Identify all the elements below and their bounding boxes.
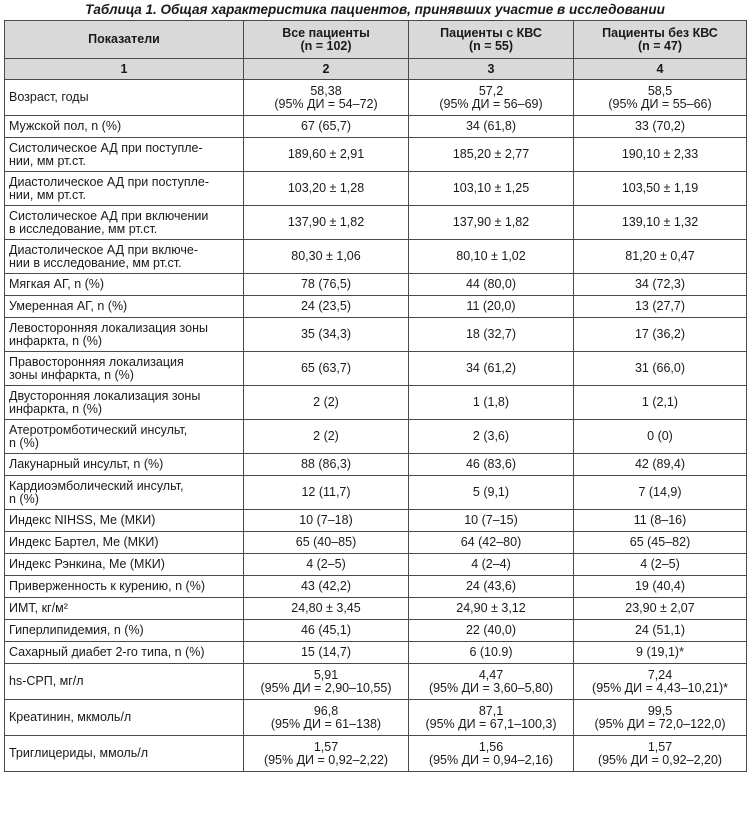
cell-value: 15 (14,7) [244,642,409,664]
cell-value: 87,1 (95% ДИ = 67,1–100,3) [409,700,574,736]
cell-value: 24,80 ± 3,45 [244,598,409,620]
cell-value: 4,47 (95% ДИ = 3,60–5,80) [409,664,574,700]
cell-value: 43 (42,2) [244,576,409,598]
cell-value: 1,56 (95% ДИ = 0,94–2,16) [409,736,574,772]
cell-value: 1 (2,1) [574,386,747,420]
cell-value: 137,90 ± 1,82 [244,206,409,240]
cell-value: 103,20 ± 1,28 [244,172,409,206]
column-number: 2 [244,59,409,80]
row-label: Двусторонняя локализация зоны инфаркта, n (%) [5,386,244,420]
cell-value: 78 (76,5) [244,274,409,296]
table-row [5,554,747,576]
patient-characteristics-table [4,20,747,772]
cell-value: 4 (2–5) [574,554,747,576]
row-label: Умеренная АГ, n (%) [5,296,244,318]
cell-value: 1 (1,8) [409,386,574,420]
cell-value: 57,2 (95% ДИ = 56–69) [409,80,574,116]
cell-value: 2 (2) [244,420,409,454]
row-label: Сахарный диабет 2-го типа, n (%) [5,642,244,664]
table-row [5,598,747,620]
table-row [5,138,747,172]
table-row [5,700,747,736]
cell-value: 103,50 ± 1,19 [574,172,747,206]
cell-value: 33 (70,2) [574,116,747,138]
cell-value: 137,90 ± 1,82 [409,206,574,240]
row-label: Диастолическое АД при поступле- нии, мм рт.ст. [5,172,244,206]
cell-value: 7,24 (95% ДИ = 4,43–10,21)* [574,664,747,700]
row-label: Атеротромботический инсульт, n (%) [5,420,244,454]
table-row [5,736,747,772]
header-with-kvs: Пациенты с КВС (n = 55) [409,21,574,59]
row-label: Кардиоэмболический инсульт, n (%) [5,476,244,510]
cell-value: 1,57 (95% ДИ = 0,92–2,22) [244,736,409,772]
row-label: Индекс Рэнкина, Me (МКИ) [5,554,244,576]
row-label: Гиперлипидемия, n (%) [5,620,244,642]
cell-value: 103,10 ± 1,25 [409,172,574,206]
cell-value: 22 (40,0) [409,620,574,642]
table-row [5,386,747,420]
table-row [5,240,747,274]
cell-value: 4 (2–5) [244,554,409,576]
row-label: Систолическое АД при поступле- нии, мм рт.ст. [5,138,244,172]
table-row [5,172,747,206]
column-number: 3 [409,59,574,80]
row-label: Правосторонняя локализация зоны инфаркта, n (%) [5,352,244,386]
table-row [5,274,747,296]
table-row [5,454,747,476]
table-row [5,420,747,454]
row-label: Левосторонняя локализация зоны инфаркта, n (%) [5,318,244,352]
row-label: Приверженность к курению, n (%) [5,576,244,598]
row-label: Мягкая АГ, n (%) [5,274,244,296]
table-row [5,116,747,138]
table-caption: Таблица 1. Общая характеристика пациентов, принявших участие в исследовании [85,2,665,17]
table-row [5,642,747,664]
cell-value: 65 (40–85) [244,532,409,554]
cell-value: 23,90 ± 2,07 [574,598,747,620]
row-label: Диастолическое АД при включе- нии в исследование, мм рт.ст. [5,240,244,274]
cell-value: 19 (40,4) [574,576,747,598]
table-row [5,510,747,532]
cell-value: 34 (61,8) [409,116,574,138]
cell-value: 139,10 ± 1,32 [574,206,747,240]
cell-value: 31 (66,0) [574,352,747,386]
cell-value: 17 (36,2) [574,318,747,352]
table-row [5,206,747,240]
cell-value: 5,91 (95% ДИ = 2,90–10,55) [244,664,409,700]
table-row [5,296,747,318]
cell-value: 11 (20,0) [409,296,574,318]
row-label: Мужской пол, n (%) [5,116,244,138]
table-row [5,80,747,116]
row-label: ИМТ, кг/м² [5,598,244,620]
cell-value: 42 (89,4) [574,454,747,476]
cell-value: 7 (14,9) [574,476,747,510]
column-number-row [5,59,747,80]
row-label: Систолическое АД при включении в исследование, мм рт.ст. [5,206,244,240]
cell-value: 4 (2–4) [409,554,574,576]
row-label: Креатинин, мкмоль/л [5,700,244,736]
row-label: hs-СРП, мг/л [5,664,244,700]
cell-value: 190,10 ± 2,33 [574,138,747,172]
table-row [5,532,747,554]
cell-value: 13 (27,7) [574,296,747,318]
cell-value: 1,57 (95% ДИ = 0,92–2,20) [574,736,747,772]
cell-value: 5 (9,1) [409,476,574,510]
cell-value: 35 (34,3) [244,318,409,352]
cell-value: 58,38 (95% ДИ = 54–72) [244,80,409,116]
cell-value: 24 (51,1) [574,620,747,642]
cell-value: 185,20 ± 2,77 [409,138,574,172]
column-number: 4 [574,59,747,80]
cell-value: 24 (43,6) [409,576,574,598]
cell-value: 9 (19,1)* [574,642,747,664]
row-label: Возраст, годы [5,80,244,116]
cell-value: 67 (65,7) [244,116,409,138]
cell-value: 64 (42–80) [409,532,574,554]
cell-value: 99,5 (95% ДИ = 72,0–122,0) [574,700,747,736]
cell-value: 24 (23,5) [244,296,409,318]
cell-value: 65 (45–82) [574,532,747,554]
cell-value: 46 (83,6) [409,454,574,476]
cell-value: 10 (7–18) [244,510,409,532]
cell-value: 24,90 ± 3,12 [409,598,574,620]
table-row [5,620,747,642]
column-number: 1 [5,59,244,80]
table-row [5,664,747,700]
cell-value: 80,10 ± 1,02 [409,240,574,274]
header-row [5,21,747,59]
cell-value: 18 (32,7) [409,318,574,352]
cell-value: 34 (61,2) [409,352,574,386]
cell-value: 58,5 (95% ДИ = 55–66) [574,80,747,116]
row-label: Лакунарный инсульт, n (%) [5,454,244,476]
cell-value: 2 (3,6) [409,420,574,454]
cell-value: 2 (2) [244,386,409,420]
header-without-kvs: Пациенты без КВС (n = 47) [574,21,747,59]
cell-value: 11 (8–16) [574,510,747,532]
cell-value: 80,30 ± 1,06 [244,240,409,274]
table-row [5,476,747,510]
cell-value: 12 (11,7) [244,476,409,510]
cell-value: 6 (10.9) [409,642,574,664]
row-label: Индекс NIHSS, Me (МКИ) [5,510,244,532]
header-all-patients: Все пациенты (n = 102) [244,21,409,59]
cell-value: 96,8 (95% ДИ = 61–138) [244,700,409,736]
table-row [5,352,747,386]
cell-value: 81,20 ± 0,47 [574,240,747,274]
cell-value: 46 (45,1) [244,620,409,642]
cell-value: 189,60 ± 2,91 [244,138,409,172]
table-row [5,576,747,598]
cell-value: 0 (0) [574,420,747,454]
header-indicators: Показатели [5,21,244,59]
cell-value: 44 (80,0) [409,274,574,296]
row-label: Индекс Бартел, Me (МКИ) [5,532,244,554]
cell-value: 65 (63,7) [244,352,409,386]
cell-value: 34 (72,3) [574,274,747,296]
table-row [5,318,747,352]
cell-value: 10 (7–15) [409,510,574,532]
cell-value: 88 (86,3) [244,454,409,476]
row-label: Триглицериды, ммоль/л [5,736,244,772]
